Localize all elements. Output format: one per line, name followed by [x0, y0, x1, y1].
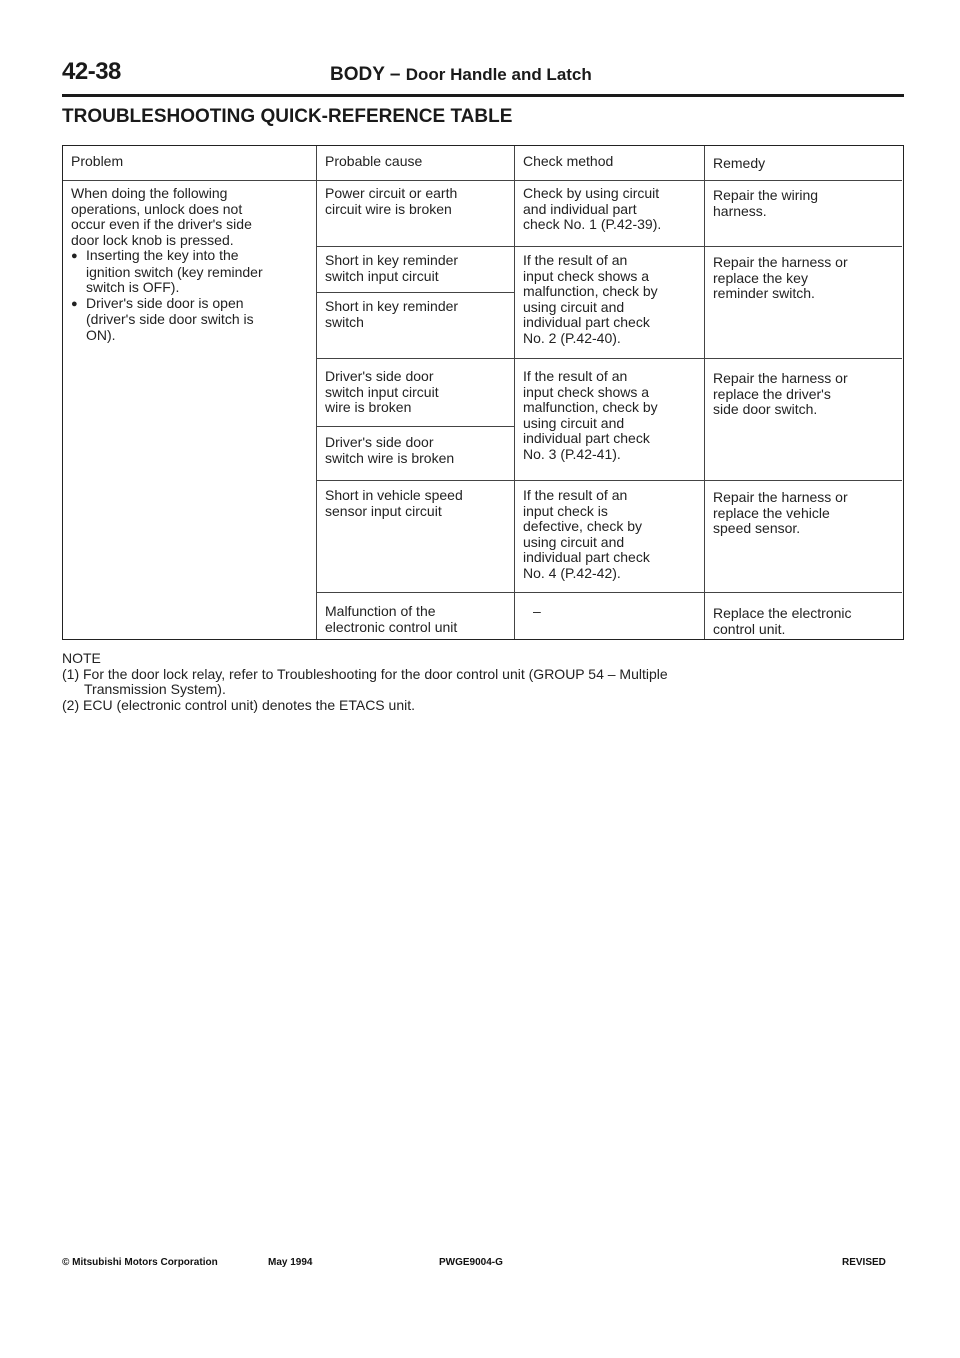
note-section — [62, 651, 668, 713]
remedy-cell — [713, 606, 852, 637]
remedy-cell — [713, 490, 848, 537]
text-line: Replace the electronic — [713, 605, 852, 621]
text-line: speed sensor. — [713, 520, 801, 536]
text-line: Short in key reminder — [325, 298, 459, 314]
text-line: Repair the harness or — [713, 370, 848, 386]
text-line: Power circuit or earth — [325, 185, 458, 201]
text-line: Driver's side door is open — [86, 294, 244, 311]
section-separator: – — [389, 64, 401, 85]
text-line: ignition switch (key reminder — [86, 263, 263, 280]
text-line: Repair the harness or — [713, 489, 848, 505]
text-line: switch — [325, 313, 364, 330]
section-name: BODY — [330, 64, 385, 85]
cause-cell — [325, 369, 439, 416]
cause-cell — [325, 488, 463, 519]
text-line: operations, unlock does not — [71, 200, 243, 217]
note-item-continuation: Transmission System). — [84, 681, 226, 697]
text-line: switch wire is broken — [325, 449, 455, 466]
header-divider — [63, 180, 902, 181]
section-title — [330, 64, 592, 86]
text-line: reminder switch. — [713, 285, 815, 301]
page-number: 42-38 — [62, 58, 121, 85]
text-line: ON). — [86, 326, 116, 343]
text-line: (driver's side door switch is — [86, 311, 254, 327]
text-line: occur even if the driver's side — [71, 216, 252, 232]
text-line: door lock knob is pressed. — [71, 231, 234, 248]
text-line: Check by using circuit — [523, 185, 660, 201]
problem-bullet — [71, 248, 311, 296]
remedy-cell — [713, 255, 848, 302]
footer-status: REVISED — [842, 1257, 886, 1268]
text-line: No. 4 (P.42-42). — [523, 564, 621, 581]
quick-reference-table — [62, 145, 904, 640]
check-cell — [533, 604, 541, 620]
text-line: replace the key — [713, 269, 808, 286]
note-item: (1) For the door lock relay, refer to Troubleshooting for the door control unit (GROUP 54 – Multiple — [62, 665, 668, 682]
text-line: replace the driver's — [713, 385, 831, 402]
page-header — [62, 58, 904, 98]
row-divider — [316, 246, 902, 247]
note-item: (2) ECU (electronic control unit) denotes the ETACS unit. — [62, 696, 416, 713]
text-line: malfunction, check by — [523, 399, 658, 415]
text-line: harness. — [713, 202, 767, 219]
footer-date: May 1994 — [268, 1257, 313, 1268]
row-divider — [316, 292, 514, 293]
text-line: Short in key reminder — [325, 252, 459, 268]
text-line: If the result of an — [523, 368, 628, 384]
subsection-name: Door Handle and Latch — [405, 65, 592, 84]
remedy-cell — [713, 188, 818, 219]
text-line: Repair the harness or — [713, 254, 848, 270]
text-line: input check shows a — [523, 267, 650, 284]
text-line: switch input circuit — [325, 267, 439, 284]
row-divider — [316, 358, 902, 359]
text-line: control unit. — [713, 620, 786, 637]
cause-cell — [325, 435, 454, 466]
text-line: circuit wire is broken — [325, 200, 452, 217]
cause-cell — [325, 186, 457, 217]
text-line: and individual part — [523, 200, 637, 217]
text-line: Inserting the key into the — [86, 247, 239, 263]
text-line: replace the vehicle — [713, 504, 830, 521]
text-line: using circuit and — [523, 533, 625, 550]
row-divider — [316, 592, 902, 593]
text-line: Short in vehicle speed — [325, 487, 463, 503]
text-line: wire is broken — [325, 399, 412, 415]
text-line: When doing the following — [71, 185, 228, 201]
text-line: individual part check — [523, 314, 650, 330]
column-header-check-method: Check method — [523, 153, 614, 169]
page-heading: TROUBLESHOOTING QUICK-REFERENCE TABLE — [62, 106, 513, 127]
text-line: Repair the wiring — [713, 187, 819, 203]
problem-description — [71, 186, 311, 343]
text-line: If the result of an — [523, 487, 628, 503]
text-line: individual part check — [523, 549, 650, 565]
text-line: Driver's side door — [325, 434, 434, 450]
remedy-cell — [713, 371, 848, 418]
text-line: input check is — [523, 502, 608, 519]
check-cell — [523, 186, 661, 233]
text-line: No. 3 (P.42-41). — [523, 445, 621, 462]
text-line: using circuit and — [523, 414, 625, 431]
row-divider — [316, 426, 514, 427]
problem-bullet — [71, 296, 311, 344]
cause-cell — [325, 299, 458, 330]
text-line: defective, check by — [523, 518, 643, 534]
column-header-probable-cause: Probable cause — [325, 153, 423, 169]
footer-doc-code: PWGE9004-G — [439, 1257, 503, 1268]
col-divider — [316, 146, 317, 639]
text-line: individual part check — [523, 430, 650, 446]
column-header-problem: Problem — [71, 153, 124, 169]
text-line: – — [533, 603, 541, 619]
text-line: switch input circuit — [325, 383, 439, 400]
footer-copyright: © Mitsubishi Motors Corporation — [62, 1257, 218, 1268]
text-line: Malfunction of the — [325, 603, 436, 619]
text-line: switch is OFF). — [86, 279, 180, 295]
check-cell — [523, 488, 650, 581]
check-cell — [523, 369, 658, 462]
note-title: NOTE — [62, 650, 101, 666]
text-line: electronic control unit — [325, 618, 458, 635]
text-line: sensor input circuit — [325, 502, 442, 519]
text-line: using circuit and — [523, 298, 625, 315]
header-rule — [62, 94, 904, 97]
text-line: If the result of an — [523, 252, 628, 268]
text-line: malfunction, check by — [523, 283, 658, 299]
col-divider — [514, 146, 515, 639]
col-divider — [704, 146, 705, 639]
check-cell — [523, 253, 658, 346]
text-line: Driver's side door — [325, 368, 434, 384]
text-line: side door switch. — [713, 401, 818, 417]
text-line: input check shows a — [523, 383, 650, 400]
text-line: check No. 1 (P.42-39). — [523, 216, 662, 232]
text-line: No. 2 (P.42-40). — [523, 329, 621, 346]
cause-cell — [325, 604, 457, 635]
cause-cell — [325, 253, 458, 284]
row-divider — [316, 480, 902, 481]
column-header-remedy: Remedy — [713, 155, 766, 171]
